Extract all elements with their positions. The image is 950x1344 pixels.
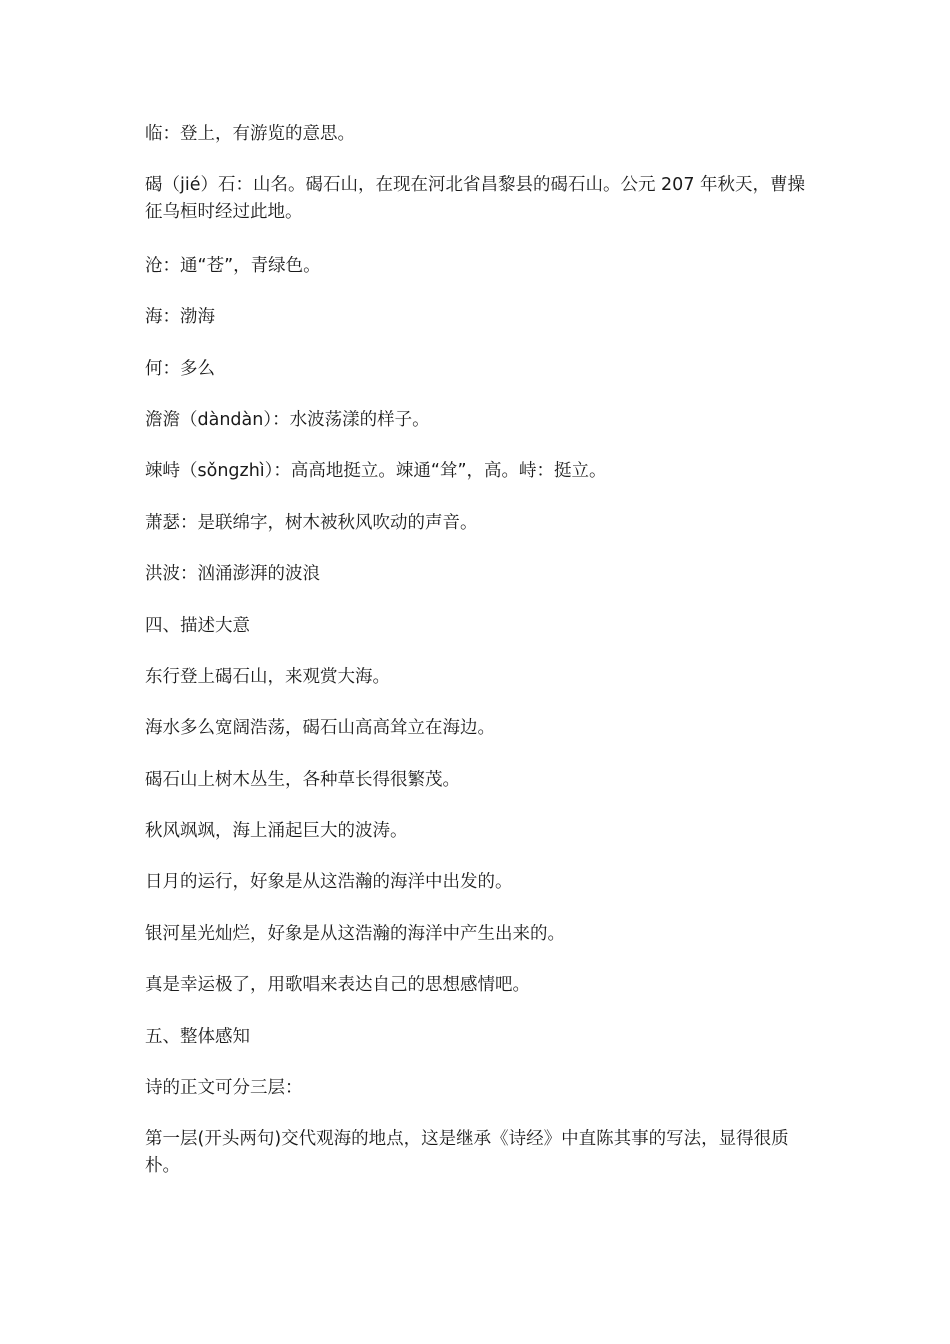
paragraph-meaning-1: 东行登上碣石山，来观赏大海。 xyxy=(145,666,390,687)
paragraph-songzhi: 竦峙（sǒngzhì）：高高地挺立。竦通“耸”，高。峙：挺立。 xyxy=(145,461,607,482)
paragraph-meaning-3: 碣石山上树木丛生，各种草长得很繁茂。 xyxy=(145,769,460,790)
paragraph-he: 何：多么 xyxy=(145,358,215,379)
paragraph-dandan: 澹澹（dàndàn）：水波荡漾的样子。 xyxy=(145,409,430,430)
paragraph-lin: 临：登上，有游览的意思。 xyxy=(145,124,355,144)
paragraph-cang: 沧：通“苍”，青绿色。 xyxy=(145,255,321,276)
paragraph-meaning-4: 秋风飒飒，海上涌起巨大的波涛。 xyxy=(145,821,408,842)
paragraph-meaning-5: 日月的运行，好象是从这浩瀚的海洋中出发的。 xyxy=(145,872,513,893)
paragraph-hai: 海：渤海 xyxy=(145,307,215,328)
paragraph-layer-1: 第一层(开头两句)交代观海的地点，这是继承《诗经》中直陈其事的写法，显得很质朴。 xyxy=(145,1129,789,1177)
document-body xyxy=(145,122,813,1208)
paragraph-meaning-6: 银河星光灿烂，好象是从这浩瀚的海洋中产生出来的。 xyxy=(145,923,565,944)
paragraph-jieshi: 碣（jié）石：山名。碣石山，在现在河北省昌黎县的碣石山。公元 207 年秋天，曹操征乌桓时经过此地。 xyxy=(145,175,806,223)
paragraph-hongbo: 洪波：汹涌澎湃的波浪 xyxy=(145,564,320,585)
section-heading-4: 四、描述大意 xyxy=(145,615,250,636)
paragraph-meaning-7: 真是幸运极了，用歌唱来表达自己的思想感情吧。 xyxy=(145,975,530,996)
paragraph-layers-intro: 诗的正文可分三层： xyxy=(145,1078,303,1099)
section-heading-5: 五、整体感知 xyxy=(145,1026,250,1047)
paragraph-meaning-2: 海水多么宽阔浩荡，碣石山高高耸立在海边。 xyxy=(145,718,495,739)
paragraph-xiaose: 萧瑟：是联绵字，树木被秋风吹动的声音。 xyxy=(145,512,478,533)
